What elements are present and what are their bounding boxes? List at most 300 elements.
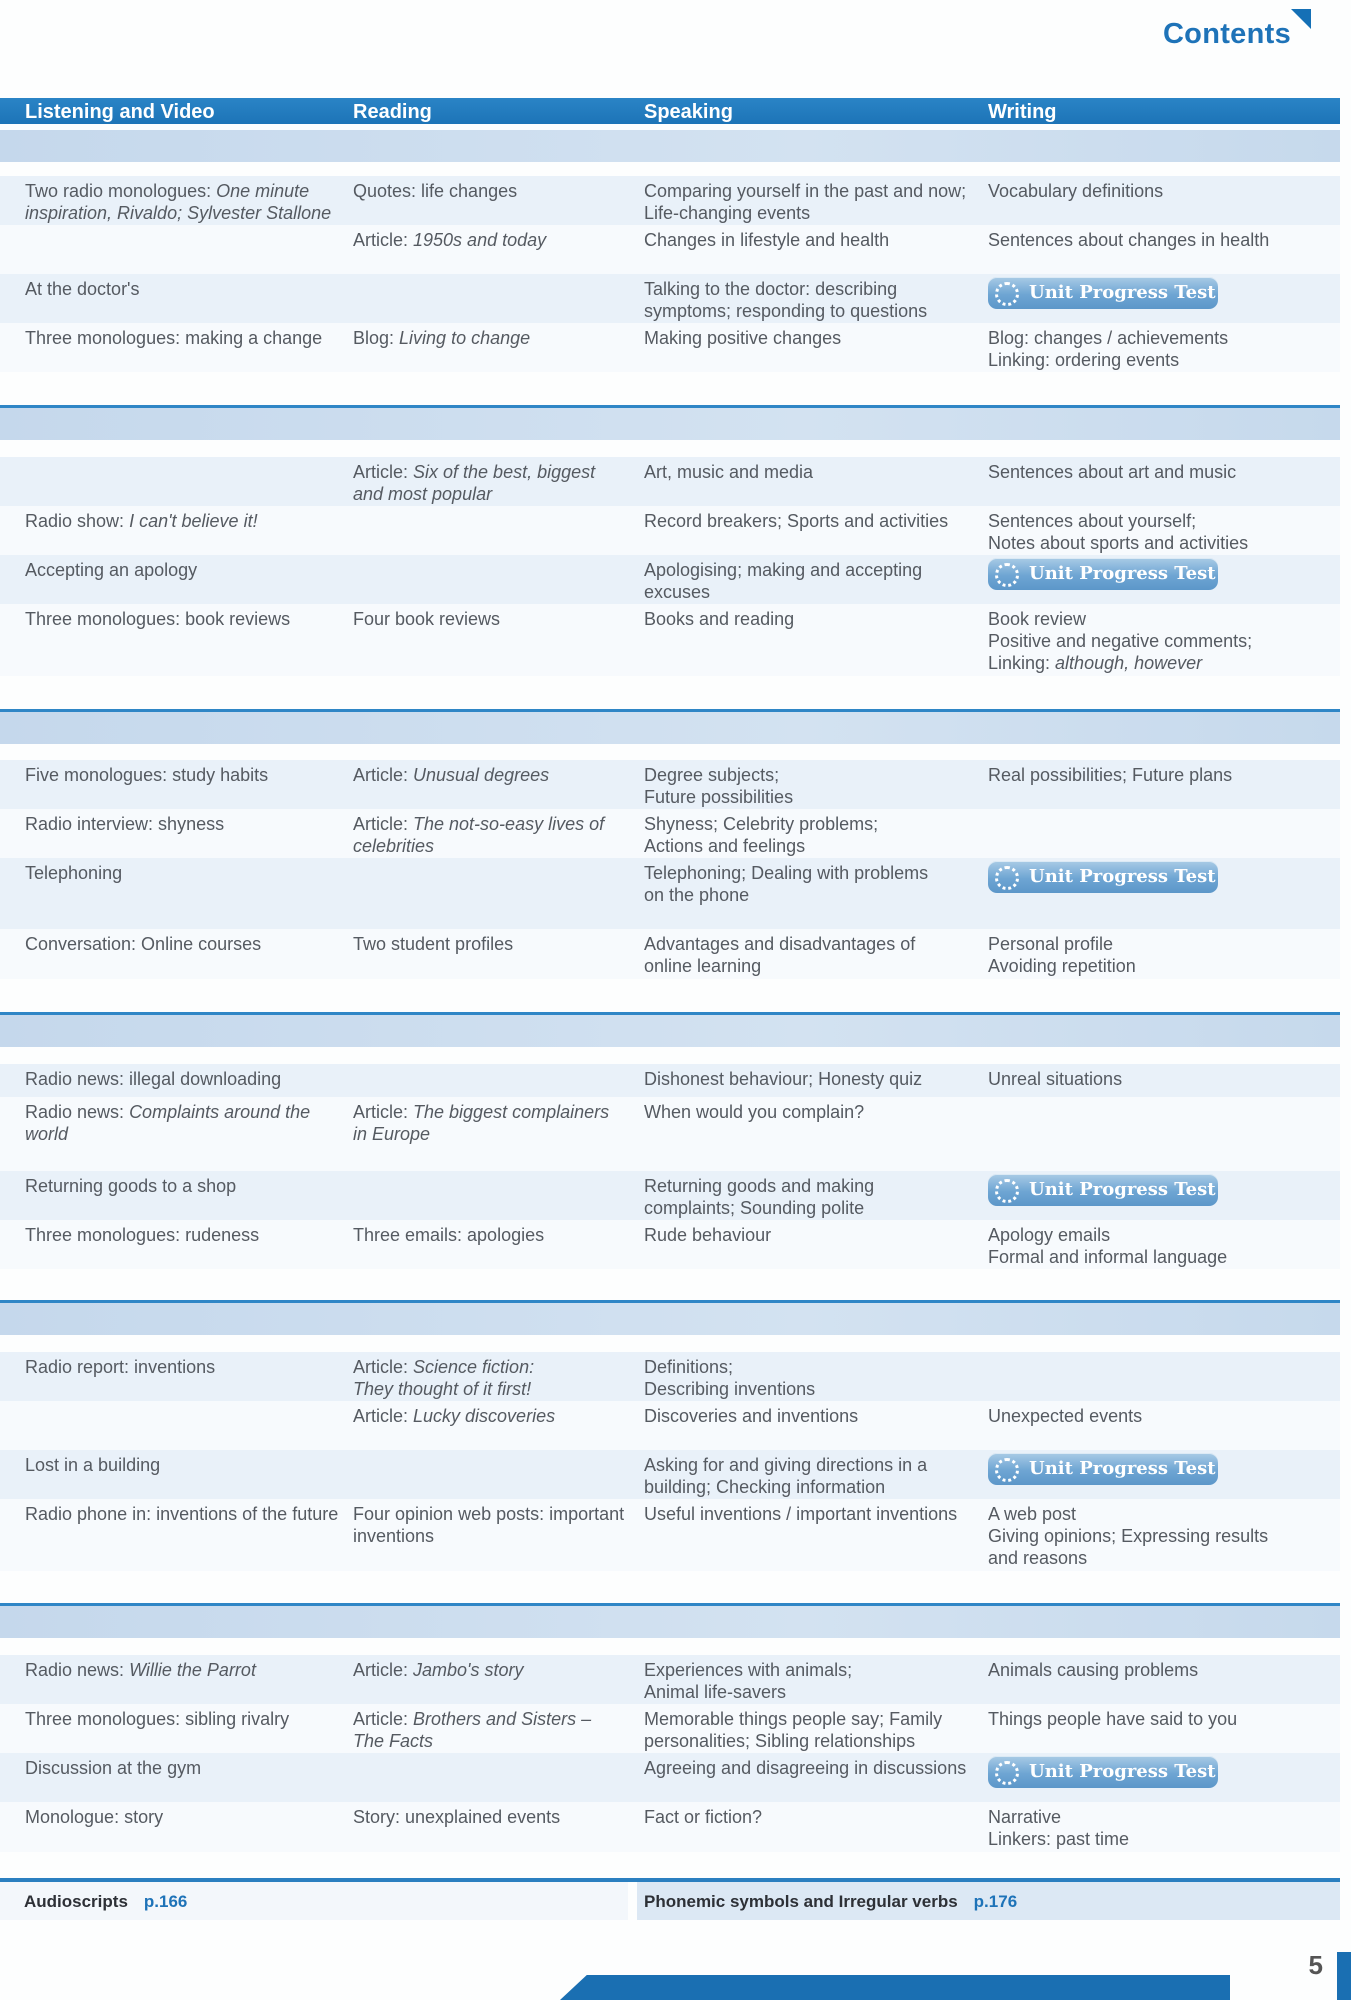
- cell-line: [644, 510, 948, 532]
- cell-line: [644, 180, 966, 202]
- cell-line: [644, 1659, 852, 1681]
- progress-circle-icon: [995, 1761, 1019, 1785]
- text: Linkers: past time: [988, 1829, 1130, 1849]
- cell-line: [353, 835, 604, 857]
- text: Life-changing events: [644, 203, 811, 223]
- cell-speaking: [644, 180, 966, 224]
- text: Avoiding repetition: [988, 956, 1136, 976]
- table-row: [0, 1655, 1340, 1704]
- footer-audioscripts[interactable]: [24, 1892, 187, 1912]
- text: When would you complain?: [644, 1102, 865, 1122]
- text: Five monologues: study habits: [25, 765, 269, 785]
- cell-line: [353, 1525, 624, 1547]
- text: Sentences about art and music: [988, 462, 1237, 482]
- cell-writing: [988, 608, 1252, 674]
- cell-speaking: [644, 327, 841, 349]
- italic-text: One minute: [216, 181, 310, 201]
- cell-speaking: [644, 278, 927, 322]
- cell-writing: [988, 1224, 1227, 1268]
- cell-line: [988, 1405, 1142, 1427]
- cell-listening: [25, 813, 224, 835]
- cell-line: [644, 1806, 762, 1828]
- unit-band: [0, 1606, 1340, 1638]
- text: inventions: [353, 1526, 435, 1546]
- text: Comparing yourself in the past and now;: [644, 181, 967, 201]
- text: Discussion at the gym: [25, 1758, 202, 1778]
- cell-reading: [353, 1224, 544, 1246]
- table-row: [0, 1220, 1340, 1269]
- cell-speaking: [644, 1101, 864, 1123]
- text: Article:: [353, 1709, 414, 1729]
- cell-line: [353, 1806, 560, 1828]
- cell-writing: [988, 1659, 1198, 1681]
- cell-line: [644, 955, 915, 977]
- text: Linking:: [988, 653, 1056, 673]
- text: Describing inventions: [644, 1379, 816, 1399]
- text: Linking: ordering events: [988, 350, 1180, 370]
- text: Books and reading: [644, 609, 795, 629]
- cell-reading: [353, 608, 500, 630]
- table-row: [0, 1753, 1340, 1802]
- text: Article:: [353, 765, 414, 785]
- italic-text: Brothers and Sisters –: [413, 1709, 592, 1729]
- footer-phonemic-page[interactable]: p.176: [973, 1892, 1018, 1911]
- text: Record breakers; Sports and activities: [644, 511, 949, 531]
- cell-line: [25, 608, 290, 630]
- text: Definitions;: [644, 1357, 734, 1377]
- italic-text: Jambo's story: [413, 1660, 524, 1680]
- cell-line: [988, 1503, 1268, 1525]
- cell-line: [988, 327, 1228, 349]
- page-title: Contents: [1162, 18, 1291, 50]
- table-row: [0, 323, 1340, 372]
- unit-progress-test-button[interactable]: [988, 1453, 1218, 1485]
- text: Advantages and disadvantages of: [644, 934, 916, 954]
- text: Article:: [353, 230, 414, 250]
- italic-text: I can't believe it!: [129, 511, 258, 531]
- cell-line: [988, 652, 1252, 674]
- unit-progress-test-label: Unit Progress Test: [1029, 563, 1216, 584]
- cell-reading: [353, 1659, 524, 1681]
- cell-line: [644, 835, 878, 857]
- cell-line: [988, 229, 1269, 251]
- text: At the doctor's: [25, 279, 140, 299]
- cell-writing: [988, 764, 1232, 786]
- text: Useful inventions / important inventions: [644, 1504, 958, 1524]
- cell-reading: [353, 1405, 555, 1427]
- italic-text: 1950s and today: [413, 230, 547, 250]
- text: Experiences with animals;: [644, 1660, 853, 1680]
- column-header-bar: [0, 98, 1340, 124]
- cell-line: [25, 1708, 289, 1730]
- text: Making positive changes: [644, 328, 842, 348]
- text: building; Checking information: [644, 1477, 886, 1497]
- text: Formal and informal language: [988, 1247, 1228, 1267]
- cell-writing: [988, 180, 1163, 202]
- text: Monologue: story: [25, 1807, 164, 1827]
- text: Discoveries and inventions: [644, 1406, 859, 1426]
- cell-line: [353, 461, 595, 483]
- text: Real possibilities; Future plans: [988, 765, 1233, 785]
- cell-reading: [353, 813, 604, 857]
- cell-line: [644, 1454, 927, 1476]
- table-row: [0, 1064, 1340, 1097]
- footer-phonemic-label: Phonemic symbols and Irregular verbs: [644, 1892, 958, 1911]
- italic-text: They thought of it first!: [353, 1379, 532, 1399]
- cell-line: [353, 483, 595, 505]
- cell-listening: [25, 1757, 201, 1779]
- cell-line: [644, 1101, 864, 1123]
- unit-progress-test-button[interactable]: [988, 1174, 1218, 1206]
- text: symptoms; responding to questions: [644, 301, 928, 321]
- progress-circle-icon: [995, 866, 1019, 890]
- text: Unexpected events: [988, 1406, 1143, 1426]
- text: Art, music and media: [644, 462, 814, 482]
- text: Sentences about yourself;: [988, 511, 1197, 531]
- cell-speaking: [644, 1175, 874, 1219]
- text: Talking to the doctor: describing: [644, 279, 898, 299]
- cell-line: [644, 786, 793, 808]
- cell-writing: [988, 1806, 1129, 1850]
- cell-speaking: [644, 1503, 957, 1525]
- unit-divider-rule: [0, 709, 1340, 712]
- unit-divider-rule: [0, 1603, 1340, 1606]
- table-row: [0, 858, 1340, 929]
- unit-progress-test-label: Unit Progress Test: [1029, 1179, 1216, 1200]
- text: Degree subjects;: [644, 765, 780, 785]
- unit-band: [0, 1015, 1340, 1047]
- cell-line: [25, 1757, 201, 1779]
- italic-text: although, however: [1055, 653, 1203, 673]
- table-row: [0, 1450, 1340, 1499]
- text: Radio news: illegal downloading: [25, 1069, 282, 1089]
- text: Four opinion web posts: important: [353, 1504, 625, 1524]
- text: Radio interview: shyness: [25, 814, 225, 834]
- cell-listening: [25, 1101, 310, 1145]
- text: and reasons: [988, 1548, 1088, 1568]
- cell-line: [353, 933, 513, 955]
- cell-writing: [988, 1503, 1268, 1569]
- cell-line: [644, 461, 813, 483]
- text: Two radio monologues:: [25, 181, 217, 201]
- unit-band: [0, 408, 1340, 440]
- cell-line: [988, 764, 1232, 786]
- text: Memorable things people say; Family: [644, 1709, 943, 1729]
- cell-line: [644, 813, 878, 835]
- text: Telephoning; Dealing with problems: [644, 863, 929, 883]
- text: Three monologues: sibling rivalry: [25, 1709, 290, 1729]
- cell-line: [644, 1405, 858, 1427]
- text: Radio show:: [25, 511, 130, 531]
- unit-divider-rule: [0, 1012, 1340, 1015]
- table-row: [0, 929, 1340, 979]
- footer-audioscripts-label: Audioscripts: [24, 1892, 128, 1911]
- footer-audioscripts-page[interactable]: p.166: [143, 1892, 188, 1911]
- table-row: [0, 1499, 1340, 1571]
- cell-line: [988, 608, 1252, 630]
- unit-progress-test-label: Unit Progress Test: [1029, 866, 1216, 887]
- cell-line: [25, 202, 331, 224]
- text: Blog: changes / achievements: [988, 328, 1229, 348]
- unit-progress-test-button[interactable]: [988, 1756, 1218, 1788]
- cell-line: [644, 300, 927, 322]
- cell-line: [25, 1356, 215, 1378]
- cell-reading: [353, 229, 546, 251]
- cell-line: [353, 180, 517, 202]
- cell-listening: [25, 1068, 281, 1090]
- text: Three monologues: making a change: [25, 328, 323, 348]
- bottom-accent-strip: [560, 1975, 1230, 2000]
- cell-listening: [25, 764, 268, 786]
- cell-line: [353, 1123, 609, 1145]
- cell-speaking: [644, 229, 889, 251]
- unit-band: [0, 130, 1340, 162]
- text: Article:: [353, 1660, 414, 1680]
- table-row: [0, 809, 1340, 858]
- text: Animal life-savers: [644, 1682, 787, 1702]
- text: Apologising; making and accepting: [644, 560, 923, 580]
- column-header-listening: Listening and Video: [25, 101, 215, 123]
- cell-writing: [988, 1405, 1142, 1427]
- progress-circle-icon: [995, 282, 1019, 306]
- cell-line: [25, 933, 261, 955]
- cell-line: [988, 532, 1248, 554]
- cell-line: [25, 510, 258, 532]
- cell-writing: [988, 933, 1136, 977]
- cell-line: [353, 1708, 591, 1730]
- italic-text: and most popular: [353, 484, 493, 504]
- table-row: [0, 555, 1340, 604]
- cell-line: [988, 1659, 1198, 1681]
- text: Sentences about changes in health: [988, 230, 1270, 250]
- cell-line: [644, 1175, 874, 1197]
- cell-line: [644, 1503, 957, 1525]
- cell-speaking: [644, 862, 928, 906]
- cell-line: [644, 202, 966, 224]
- cell-writing: [988, 461, 1236, 483]
- text: Unreal situations: [988, 1069, 1123, 1089]
- cell-speaking: [644, 1405, 858, 1427]
- text: Radio news:: [25, 1660, 130, 1680]
- cell-reading: [353, 327, 530, 349]
- footer-phonemic[interactable]: [644, 1892, 1017, 1912]
- unit-divider-rule: [0, 1300, 1340, 1303]
- cell-line: [353, 1224, 544, 1246]
- unit-progress-test-button[interactable]: [988, 861, 1218, 893]
- column-header-speaking: Speaking: [644, 101, 733, 123]
- cell-line: [644, 1708, 942, 1730]
- cell-line: [644, 764, 793, 786]
- italic-text: inspiration, Rivaldo; Sylvester Stallone: [25, 203, 332, 223]
- cell-line: [25, 862, 122, 884]
- cell-line: [353, 1378, 534, 1400]
- cell-listening: [25, 278, 140, 300]
- cell-line: [353, 1730, 591, 1752]
- table-row: [0, 506, 1340, 555]
- cell-line: [25, 278, 140, 300]
- text: Accepting an apology: [25, 560, 198, 580]
- table-row: [0, 1352, 1340, 1401]
- cell-line: [644, 1730, 942, 1752]
- italic-text: The not-so-easy lives of: [413, 814, 605, 834]
- cell-reading: [353, 1101, 609, 1145]
- cell-speaking: [644, 510, 948, 532]
- cell-line: [353, 1356, 534, 1378]
- cell-line: [988, 349, 1228, 371]
- cell-reading: [353, 1356, 534, 1400]
- cell-line: [644, 1378, 815, 1400]
- cell-line: [988, 630, 1252, 652]
- text: A web post: [988, 1504, 1077, 1524]
- text: Quotes: life changes: [353, 181, 518, 201]
- text: excuses: [644, 582, 711, 602]
- cell-line: [988, 1246, 1227, 1268]
- cell-line: [25, 1224, 259, 1246]
- text: Shyness; Celebrity problems;: [644, 814, 879, 834]
- cell-line: [25, 180, 331, 202]
- cell-line: [644, 278, 927, 300]
- cell-listening: [25, 327, 322, 349]
- cell-line: [644, 1068, 922, 1090]
- cell-line: [988, 933, 1136, 955]
- cell-line: [644, 1476, 927, 1498]
- text: Two student profiles: [353, 934, 514, 954]
- cell-line: [644, 559, 922, 581]
- italic-text: world: [25, 1124, 69, 1144]
- cell-line: [353, 1503, 624, 1525]
- cell-listening: [25, 1708, 289, 1730]
- text: Article:: [353, 462, 414, 482]
- cell-listening: [25, 559, 197, 581]
- cell-writing: [988, 1708, 1237, 1730]
- cell-line: [353, 1405, 555, 1427]
- cell-line: [644, 1197, 874, 1219]
- progress-circle-icon: [995, 1179, 1019, 1203]
- italic-text: Living to change: [399, 328, 531, 348]
- table-row: [0, 1097, 1340, 1171]
- text: Radio report: inventions: [25, 1357, 216, 1377]
- cell-listening: [25, 1659, 256, 1681]
- text: Three emails: apologies: [353, 1225, 545, 1245]
- cell-line: [988, 955, 1136, 977]
- italic-text: Lucky discoveries: [413, 1406, 556, 1426]
- text: Animals causing problems: [988, 1660, 1199, 1680]
- italic-text: The Facts: [353, 1731, 434, 1751]
- cell-line: [644, 884, 928, 906]
- text: Radio news:: [25, 1102, 130, 1122]
- text: Actions and feelings: [644, 836, 806, 856]
- text: Article:: [353, 814, 414, 834]
- italic-text: celebrities: [353, 836, 435, 856]
- table-row: [0, 274, 1340, 323]
- text: Future possibilities: [644, 787, 794, 807]
- cell-line: [353, 229, 546, 251]
- cell-line: [353, 327, 530, 349]
- cell-speaking: [644, 559, 922, 603]
- text: Book review: [988, 609, 1087, 629]
- cell-line: [353, 764, 549, 786]
- text: complaints; Sounding polite: [644, 1198, 865, 1218]
- text: Telephoning: [25, 863, 123, 883]
- unit-progress-test-label: Unit Progress Test: [1029, 1458, 1216, 1479]
- table-row: [0, 760, 1340, 809]
- cell-speaking: [644, 1757, 966, 1779]
- cell-line: [644, 608, 794, 630]
- cell-listening: [25, 933, 261, 955]
- italic-text: Complaints around the: [129, 1102, 311, 1122]
- cell-listening: [25, 180, 331, 224]
- cell-line: [988, 1224, 1227, 1246]
- text: Returning goods and making: [644, 1176, 875, 1196]
- cell-listening: [25, 1454, 160, 1476]
- text: online learning: [644, 956, 762, 976]
- cell-line: [988, 461, 1236, 483]
- cell-listening: [25, 608, 290, 630]
- text: Positive and negative comments;: [988, 631, 1253, 651]
- cell-line: [988, 1806, 1129, 1828]
- cell-line: [25, 1454, 160, 1476]
- text: Agreeing and disagreeing in discussions: [644, 1758, 967, 1778]
- cell-line: [353, 1659, 524, 1681]
- cell-line: [25, 1175, 236, 1197]
- unit-progress-test-label: Unit Progress Test: [1029, 282, 1216, 303]
- progress-circle-icon: [995, 1458, 1019, 1482]
- cell-line: [644, 581, 922, 603]
- cell-reading: [353, 1503, 624, 1547]
- text: Three monologues: book reviews: [25, 609, 291, 629]
- corner-triangle-mark: [1291, 9, 1311, 29]
- unit-divider-rule: [0, 405, 1340, 408]
- cell-reading: [353, 933, 513, 955]
- text: Conversation: Online courses: [25, 934, 262, 954]
- italic-text: in Europe: [353, 1124, 431, 1144]
- cell-listening: [25, 1175, 236, 1197]
- cell-listening: [25, 1224, 259, 1246]
- cell-listening: [25, 510, 258, 532]
- cell-line: [353, 608, 500, 630]
- unit-progress-test-button[interactable]: [988, 558, 1218, 590]
- cell-line: [644, 1224, 771, 1246]
- table-row: [0, 457, 1340, 506]
- cell-line: [988, 1068, 1122, 1090]
- cell-speaking: [644, 1806, 762, 1828]
- italic-text: Six of the best, biggest: [413, 462, 596, 482]
- text: personalities; Sibling relationships: [644, 1731, 916, 1751]
- cell-line: [25, 1123, 310, 1145]
- italic-text: Willie the Parrot: [129, 1660, 256, 1680]
- cell-speaking: [644, 1068, 922, 1090]
- cell-line: [644, 862, 928, 884]
- unit-progress-test-button[interactable]: [988, 277, 1218, 309]
- cell-listening: [25, 862, 122, 884]
- italic-text: The biggest complainers: [413, 1102, 610, 1122]
- cell-line: [353, 1101, 609, 1123]
- text: Four book reviews: [353, 609, 501, 629]
- cell-speaking: [644, 1224, 771, 1246]
- text: Things people have said to you: [988, 1709, 1238, 1729]
- cell-line: [988, 1708, 1237, 1730]
- text: Vocabulary definitions: [988, 181, 1164, 201]
- cell-speaking: [644, 1356, 815, 1400]
- cell-line: [644, 229, 889, 251]
- table-row: [0, 1401, 1340, 1450]
- cell-line: [644, 933, 915, 955]
- cell-speaking: [644, 1708, 942, 1752]
- table-row: [0, 1171, 1340, 1220]
- text: Radio phone in: inventions of the future: [25, 1504, 339, 1524]
- cell-line: [25, 1659, 256, 1681]
- cell-line: [25, 559, 197, 581]
